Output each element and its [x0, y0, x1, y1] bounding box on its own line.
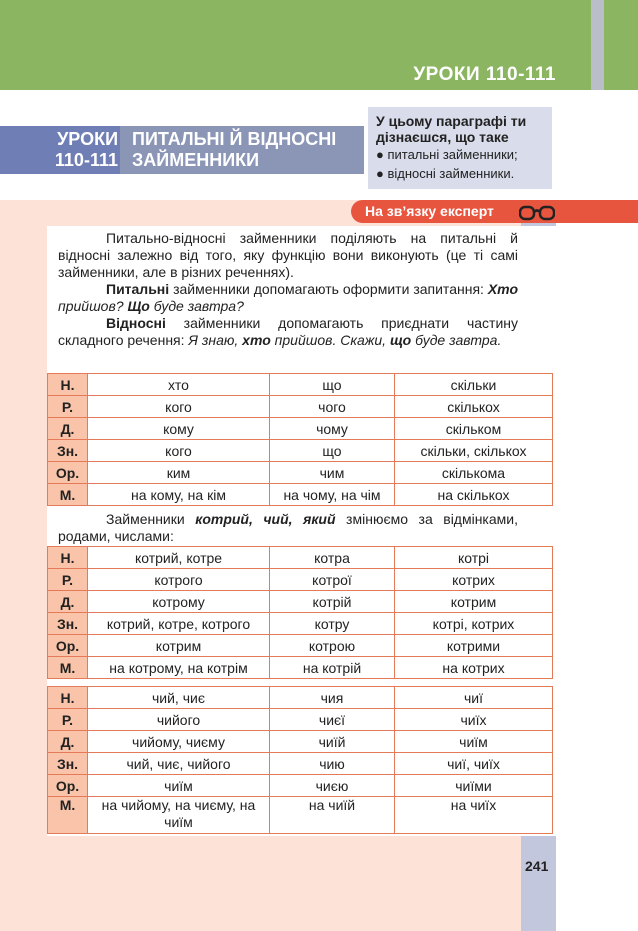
table-cell: котрої: [270, 569, 395, 591]
table-cell: скількох: [395, 396, 553, 418]
table-row: [48, 547, 553, 569]
lesson-title: ПИТАЛЬНІ Й ВІДНОСНІ ЗАЙМЕННИКИ: [132, 129, 337, 170]
table-cell: кого: [88, 396, 270, 418]
case-label: Д.: [48, 418, 88, 440]
table-row: [48, 462, 553, 484]
expert-label: На зв’язку експерт: [365, 203, 494, 219]
case-label: Д.: [48, 731, 88, 753]
top-header-stripe: [591, 0, 604, 90]
case-label: М.: [48, 797, 88, 834]
table-cell: на чиїх: [395, 797, 553, 834]
info-heading: У цьому параграфі ти: [376, 113, 527, 129]
table-row: [48, 797, 553, 834]
table-row: [48, 709, 553, 731]
table-cell: чиї, чиїх: [395, 753, 553, 775]
table-cell: котрою: [270, 635, 395, 657]
table-row: [48, 569, 553, 591]
glasses-icon: [519, 205, 555, 221]
table-cell: чиєю: [270, 775, 395, 797]
info-heading-2: дізнаєшся, що таке: [376, 129, 509, 145]
header-title: УРОКИ 110-111: [413, 64, 556, 85]
table-cell: котрий, котре: [88, 547, 270, 569]
table-row: [48, 687, 553, 709]
middle-paragraph: Займенники котрий, чий, який змінюємо за відмінками, родами, числами:: [58, 511, 518, 544]
table-cell: котрим: [395, 591, 553, 613]
case-label: Ор.: [48, 635, 88, 657]
table-cell: скільки: [395, 374, 553, 396]
table-row: [48, 657, 553, 679]
table-cell: котрого: [88, 569, 270, 591]
table-cell: на котрому, на котрім: [88, 657, 270, 679]
table-cell: чийому, чиєму: [88, 731, 270, 753]
table-cell: чийого: [88, 709, 270, 731]
intro-paragraph-3: Відносні займенники допомагають приєднати частину складного речення: Я знаю, хто прийшов. Скажи, що буде завтра.: [58, 315, 518, 348]
table-row: [48, 731, 553, 753]
table-cell: чий, чиє: [88, 687, 270, 709]
case-label: Н.: [48, 547, 88, 569]
table-cell: чим: [270, 462, 395, 484]
page-number: 241: [525, 858, 549, 874]
table-cell: чому: [270, 418, 395, 440]
table-cell: на котрій: [270, 657, 395, 679]
table-row: [48, 484, 553, 506]
table-cell: чиї: [395, 687, 553, 709]
case-label: Н.: [48, 374, 88, 396]
table-cell: котрі: [395, 547, 553, 569]
table-cell: чию: [270, 753, 395, 775]
table-cell: чого: [270, 396, 395, 418]
table-cell: скільки, скількох: [395, 440, 553, 462]
table-cell: чий, чиє, чийого: [88, 753, 270, 775]
lesson-number: УРОКИ 110-111: [54, 129, 118, 170]
table-cell: котрим: [88, 635, 270, 657]
case-label: Д.: [48, 591, 88, 613]
table-chyi: [47, 686, 553, 834]
table-cell: на котрих: [395, 657, 553, 679]
table-cell: чиїми: [395, 775, 553, 797]
case-label: Н.: [48, 687, 88, 709]
case-label: М.: [48, 657, 88, 679]
table-cell: на скількох: [395, 484, 553, 506]
table-cell: ким: [88, 462, 270, 484]
table-kotryi: [47, 546, 553, 679]
case-label: Ор.: [48, 775, 88, 797]
table-row: [48, 753, 553, 775]
table-row: [48, 396, 553, 418]
table-row: [48, 613, 553, 635]
table-cell: що: [270, 440, 395, 462]
table-cell: хто: [88, 374, 270, 396]
table-cell: чиїм: [395, 731, 553, 753]
table-cell: чиєї: [270, 709, 395, 731]
intro-paragraph-2: Питальні займенники допомагають оформити запитання: Хто прийшов? Що буде завтра?: [58, 281, 518, 314]
intro-paragraph-1: Питально-відносні займенники поділяють на питальні й відносні залежно від того, яку функцію вони виконують (це ті самі займенники, але в різних реченнях).: [58, 230, 518, 280]
table-cell: чиїм: [88, 775, 270, 797]
table-row: [48, 775, 553, 797]
table-row: [48, 374, 553, 396]
table-cell: кому: [88, 418, 270, 440]
table-cell: чия: [270, 687, 395, 709]
table-cell: котрими: [395, 635, 553, 657]
table-cell: котрий, котре, котрого: [88, 613, 270, 635]
table-row: [48, 440, 553, 462]
case-label: Ор.: [48, 462, 88, 484]
table-cell: кого: [88, 440, 270, 462]
table-cell: котрій: [270, 591, 395, 613]
table-cell: скільком: [395, 418, 553, 440]
table-row: [48, 591, 553, 613]
info-item: ● питальні займенники;: [376, 147, 518, 162]
table-row: [48, 418, 553, 440]
table-cell: чиїй: [270, 731, 395, 753]
table-cell: котрих: [395, 569, 553, 591]
table-pronouns-1: [47, 373, 553, 506]
case-label: Р.: [48, 569, 88, 591]
case-label: Р.: [48, 396, 88, 418]
table-cell: котру: [270, 613, 395, 635]
case-label: М.: [48, 484, 88, 506]
case-label: Зн.: [48, 753, 88, 775]
table-cell: на чому, на чім: [270, 484, 395, 506]
table-cell: котрому: [88, 591, 270, 613]
info-box: [368, 107, 552, 189]
case-label: Зн.: [48, 440, 88, 462]
table-cell: на чийому, на чиєму, на чиїм: [88, 797, 270, 834]
table-cell: на кому, на кім: [88, 484, 270, 506]
case-label: Р.: [48, 709, 88, 731]
table-cell: котра: [270, 547, 395, 569]
table-cell: котрі, котрих: [395, 613, 553, 635]
table-cell: скількома: [395, 462, 553, 484]
info-item: ● відносні займенники.: [376, 166, 515, 181]
table-row: [48, 635, 553, 657]
case-label: Зн.: [48, 613, 88, 635]
table-cell: що: [270, 374, 395, 396]
table-cell: чиїх: [395, 709, 553, 731]
table-cell: на чиїй: [270, 797, 395, 834]
